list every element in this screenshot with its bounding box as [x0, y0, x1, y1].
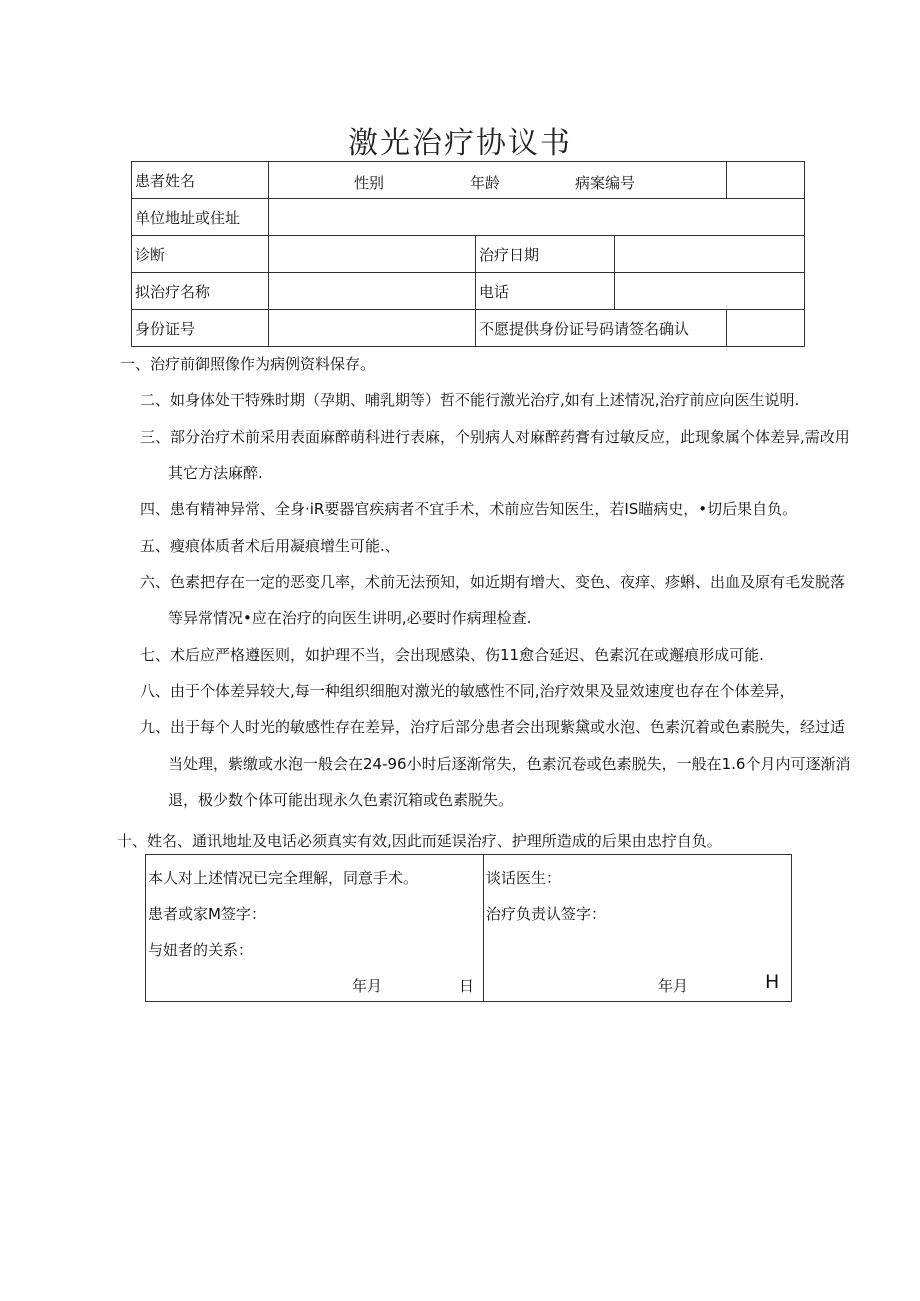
doctor-label: 谈话医生： [486, 869, 562, 887]
clause-5: 五、瘦痕体质者术后用凝痕增生可能.、 [140, 537, 400, 555]
treatment-name-label: 拟治疗名称 [132, 273, 269, 310]
doctor-signature-cell[interactable] [484, 855, 792, 1002]
clause-7: 七、术后应严格遵医则，如护理不当，会出现感染、伤11愈合延迟、色素沉在或邂痕形成可能. [140, 646, 764, 664]
no-id-signature-value[interactable] [727, 310, 805, 347]
phone-value[interactable] [615, 273, 805, 310]
patient-name-label: 患者姓名 [132, 162, 269, 199]
treatment-date-label: 治疗日期 [476, 236, 615, 273]
info-row-id [132, 310, 805, 347]
case-number-label: 病案编号 [575, 174, 636, 192]
clause-6-line-1: 六、色素把存在一定的恶变几率，术前无法预知，如近期有增大、变色、夜痒、疹蝌、出血及原有毛发脱落 [140, 573, 846, 591]
right-date-label: 年月 [658, 977, 689, 995]
address-label: 单位地址或住址 [132, 199, 269, 236]
info-row-name [132, 162, 805, 199]
id-number-label: 身份证号 [132, 310, 269, 347]
treatment-name-value[interactable] [269, 273, 476, 310]
left-day-label: 日 [459, 977, 475, 995]
consent-text: 本人对上述情况已完全理解，同意手术。 [148, 869, 419, 887]
clause-3-line-1: 三、部分治疗术前采用表面麻醉萌科进行表麻，个别病人对麻醉药膏有过敏反应，此现象属个体差异,需改用 [140, 428, 850, 446]
sex-label: 性别 [354, 174, 385, 192]
responsible-signature-label: 治疗负责认签字： [486, 905, 607, 923]
age-label: 年龄 [470, 174, 501, 192]
id-number-value[interactable] [269, 310, 476, 347]
info-row-address [132, 199, 805, 236]
patient-signature-cell[interactable] [146, 855, 484, 1002]
clause-1: 一、治疗前御照像作为病例资料保存。 [120, 355, 376, 373]
info-row-diagnosis [132, 236, 805, 273]
patient-name-value[interactable] [269, 162, 727, 199]
clause-4: 四、患有精神异常、全身·iR要器官疾病者不宜手术，术前应告知医生，若IS瞄病史，•切后果自负。 [140, 500, 798, 518]
clause-9-line-2: 当处理，紫缴或水泡一般会在24-96小时后逐渐常失，色素沉卷或色素脱失，一般在1.6个月内可逐渐消 [168, 755, 851, 773]
relation-label: 与妞者的关系： [148, 941, 254, 959]
case-number-value[interactable] [727, 162, 805, 199]
clause-9-line-1: 九、出于每个人时光的敏感性存在差异，治疗后部分患者会出现紫黛或水泡、色素沉着或色素脱失，经过适 [140, 718, 846, 736]
address-value[interactable] [269, 199, 805, 236]
treatment-date-value[interactable] [615, 236, 805, 273]
diagnosis-value[interactable] [269, 236, 476, 273]
clause-3-line-2: 其它方法麻醉. [168, 464, 263, 482]
patient-info-table [131, 161, 805, 347]
diagnosis-label: 诊断 [132, 236, 269, 273]
left-date-label: 年月 [352, 977, 383, 995]
clause-2: 二、如身体处干特殊时期（孕期、哺乳期等）哲不能行激光治疗,如有上述情况,治疗前应向医生说明. [140, 391, 800, 409]
phone-label: 电话 [476, 273, 615, 310]
no-id-confirm-label: 不愿提供身份证号码请签名确认 [476, 310, 727, 347]
clause-10: 十、姓名、通讯地址及电话必须真实有效,因此而延误治疗、护理所造成的后果由忠拧自负。 [117, 832, 722, 850]
patient-signature-label: 患者或家M签字： [148, 905, 266, 923]
document-title: 激光治疗协议书 [348, 126, 572, 161]
right-day-label: H [765, 971, 780, 993]
clause-9-line-3: 退，极少数个体可能出现永久色素沉箱或色素脱失。 [168, 791, 514, 809]
signature-table [145, 854, 792, 1002]
clause-6-line-2: 等异常情况•应在治疗的向医生讲明,必要时作病理检查. [168, 609, 532, 627]
info-row-treatment [132, 273, 805, 310]
clause-8: 八、由于个体差异较大,每一种组织细胞对激光的敏感性不同,治疗效果及显效速度也存在个体差异， [140, 682, 795, 700]
